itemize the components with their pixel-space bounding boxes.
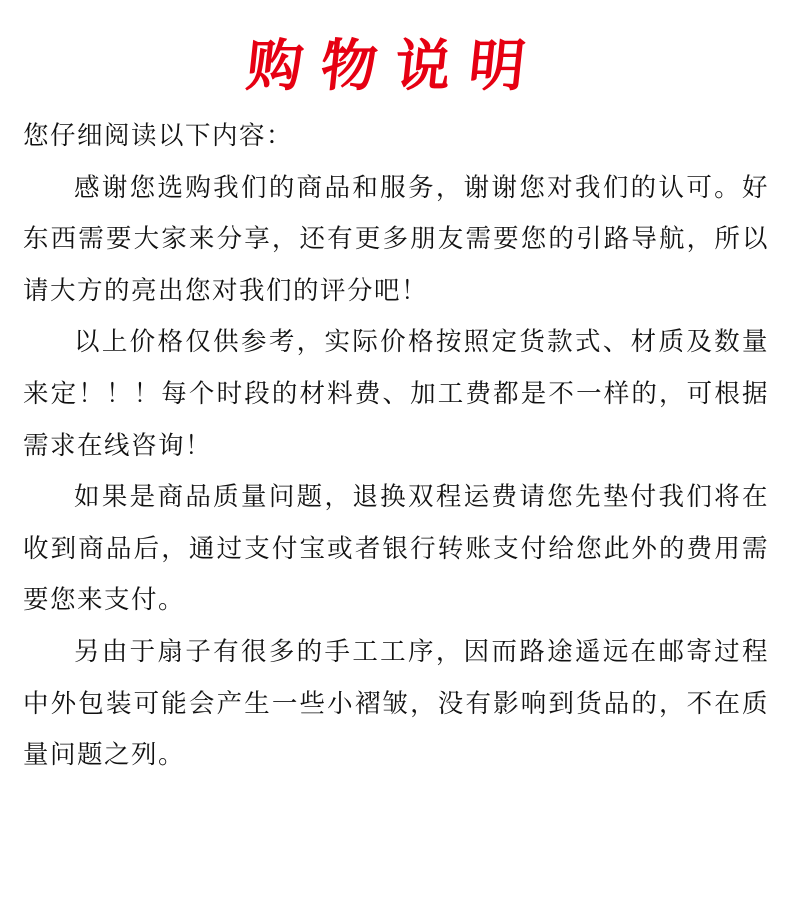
paragraph-returns: 如果是商品质量问题，退换双程运费请您先垫付我们将在收到商品后，通过支付宝或者银行转账支付给您此外的费用需要您来支付。 — [23, 482, 769, 616]
paragraph-thanks: 感谢您选购我们的商品和服务，谢谢您对我们的认可。好东西需要大家来分享，还有更多朋友需要您的引路导航，所以请大方的亮出您对我们的评分吧！ — [23, 172, 769, 306]
paragraph-packaging: 另由于扇子有很多的手工工序，因而路途遥远在邮寄过程中外包装可能会产生一些小褶皱，没有影响到货品的，不在质量问题之列。 — [23, 636, 769, 771]
paragraph-pricing: 以上价格仅供参考，实际价格按照定货款式、材质及数量来定！！！每个时段的材料费、加工费都是不一样的，可根据需求在线咨询！ — [23, 327, 769, 461]
instructions-body — [23, 111, 769, 782]
page-title: 购物说明 — [243, 33, 547, 99]
intro-line: 您仔细阅读以下内容： — [23, 121, 294, 151]
